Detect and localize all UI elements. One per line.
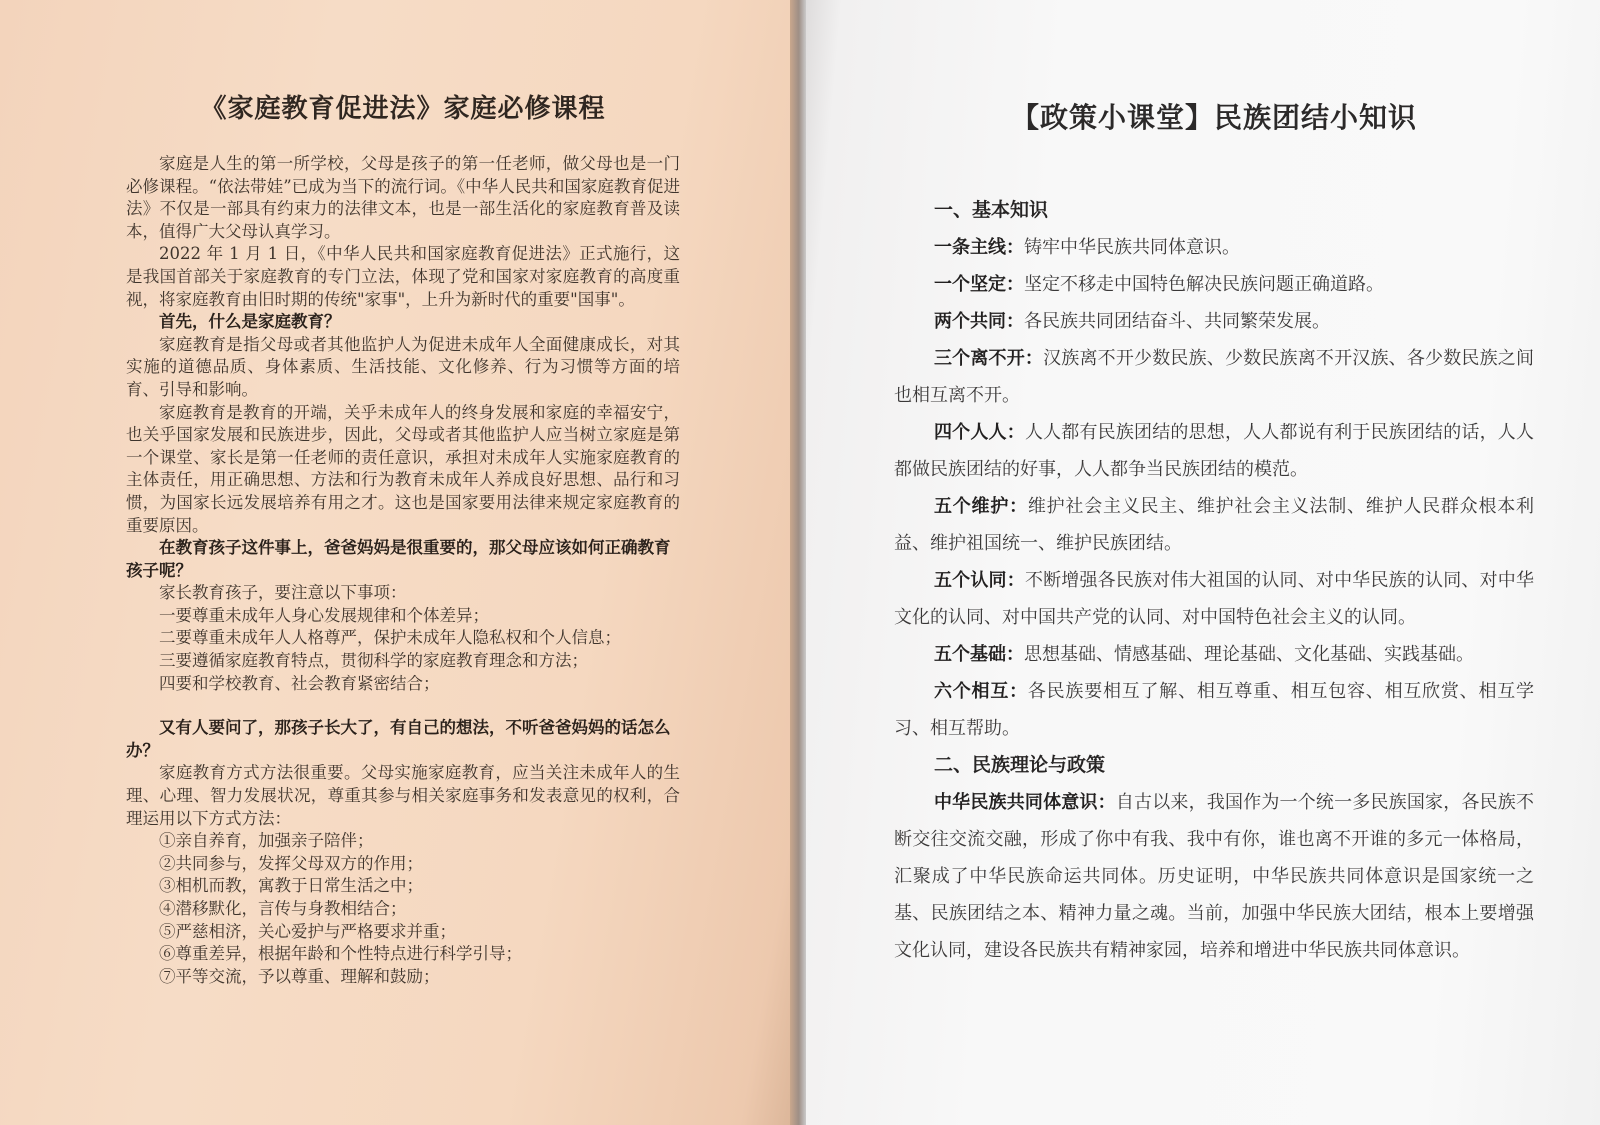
question-heading: 又有人要问了，那孩子长大了，有自己的想法，不听爸爸妈妈的话怎么办？ xyxy=(126,718,671,760)
body-paragraph: 家庭教育是指父母或者其他监护人为促进未成年人全面健康成长，对其实施的道德品质、身体素质、生活技能、文化修养、行为习惯等方面的培育、引导和影响。 xyxy=(126,334,680,399)
item-text: 不断增强各民族对伟大祖国的认同、对中华民族的认同、对中华文化的认同、对中国共产党的认同、对中国特色社会主义的认同。 xyxy=(894,570,1534,628)
right-page xyxy=(806,0,1600,1125)
section-heading: 一、基本知识 xyxy=(934,199,1049,221)
list-item: 四要和学校教育、社会教育紧密结合； xyxy=(159,673,440,693)
right-page-title: 【政策小课堂】民族团结小知识 xyxy=(1010,101,1417,134)
item-text: 维护社会主义民主、维护社会主义法制、维护人民群众根本利益、维护祖国统一、维护民族团结。 xyxy=(894,496,1535,554)
knowledge-item xyxy=(894,636,1534,673)
knowledge-item xyxy=(894,673,1534,747)
body-paragraph: 家庭教育方式方法很重要。父母实施家庭教育，应当关注未成年人的生理、心理、智力发展状况，尊重其参与相关家庭事务和发表意见的权利，合理运用以下方式方法： xyxy=(126,763,680,828)
list-item: 家长教育孩子，要注意以下事项： xyxy=(159,583,407,603)
item-text: 各民族共同团结奋斗、共同繁荣发展。 xyxy=(1024,311,1330,332)
knowledge-item xyxy=(894,229,1534,266)
knowledge-item xyxy=(894,414,1534,488)
section-heading: 二、民族理论与政策 xyxy=(934,754,1106,776)
item-text: 汉族离不开少数民族、少数民族离不开汉族、各少数民族之间也相互离不开。 xyxy=(894,348,1534,406)
method-item: ③相机而教，寓教于日常生活之中； xyxy=(159,876,423,896)
intro-paragraph: 2022 年 1 月 1 日，《中华人民共和国家庭教育促进法》正式施行，这是我国首部关于家庭教育的专门立法，体现了党和国家对家庭教育的高度重视，将家庭教育由旧时期的传统"家事"，上升为新时代的重要"国事"。 xyxy=(126,244,680,309)
method-item: ①亲自养育，加强亲子陪伴； xyxy=(159,831,374,851)
item-term: 五个认同： xyxy=(934,570,1025,591)
body-paragraph: 家庭教育是教育的开端，关乎未成年人的终身发展和家庭的幸福安宁，也关乎国家发展和民族进步，因此，父母或者其他监护人应当树立家庭是第一个课堂、家长是第一任老师的责任意识，承担对未成年人实施家庭教育的主体责任，用正确思想、方法和行为教育未成年人养成良好思想、品行和习惯，为国家长远发展培养有用之才。这也是国家要用法律来规定家庭教育的重要原因。 xyxy=(126,402,680,535)
list-item: 二要尊重未成年人人格尊严，保护未成年人隐私权和个人信息； xyxy=(159,628,621,648)
item-text: 铸牢中华民族共同体意识。 xyxy=(1024,237,1240,258)
item-term: 一个坚定： xyxy=(934,274,1024,295)
item-term: 五个维护： xyxy=(934,496,1028,517)
question-heading: 首先，什么是家庭教育？ xyxy=(159,312,341,332)
item-text: 各民族要相互了解、相互尊重、相互包容、相互欣赏、相互学习、相互帮助。 xyxy=(894,681,1535,739)
knowledge-item xyxy=(894,303,1534,340)
left-page-title: 《家庭教育促进法》家庭必修课程 xyxy=(200,94,606,124)
method-item: ⑤严慈相济，关心爱护与严格要求并重； xyxy=(159,921,456,941)
item-term: 中华民族共同体意识： xyxy=(934,792,1116,813)
knowledge-item xyxy=(894,784,1534,969)
knowledge-item xyxy=(894,488,1534,562)
question-heading: 在教育孩子这件事上，爸爸妈妈是很重要的，那父母应该如何正确教育孩子呢？ xyxy=(126,538,671,580)
spacer xyxy=(126,695,680,717)
item-term: 三个离不开： xyxy=(934,348,1044,369)
list-item: 三要遵循家庭教育特点，贯彻科学的家庭教育理念和方法； xyxy=(159,651,588,671)
list-item: 一要尊重未成年人身心发展规律和个体差异； xyxy=(159,605,489,625)
method-item: ⑦平等交流，予以尊重、理解和鼓励； xyxy=(159,966,440,986)
knowledge-item xyxy=(894,266,1534,303)
method-item: ④潜移默化，言传与身教相结合； xyxy=(159,899,407,918)
item-text: 人人都有民族团结的思想，人人都说有利于民族团结的话，人人都做民族团结的好事，人人都争当民族团结的模范。 xyxy=(894,422,1534,480)
method-item: ②共同参与，发挥父母双方的作用； xyxy=(159,853,423,873)
method-item: ⑥尊重差异，根据年龄和个性特点进行科学引导； xyxy=(159,944,522,964)
item-term: 一条主线： xyxy=(934,237,1024,258)
item-term: 两个共同： xyxy=(934,311,1024,332)
item-term: 四个人人： xyxy=(934,422,1025,443)
item-term: 五个基础： xyxy=(934,644,1024,665)
knowledge-item xyxy=(894,562,1534,636)
knowledge-item xyxy=(894,340,1534,414)
item-text: 坚定不移走中国特色解决民族问题正确道路。 xyxy=(1024,274,1384,295)
intro-paragraph: 家庭是人生的第一所学校，父母是孩子的第一任老师，做父母也是一门必修课程。“依法带娃”已成为当下的流行词。《中华人民共和国家庭教育促进法》不仅是一部具有约束力的法律文本，也是一部生活化的家庭教育普及读本，值得广大父母认真学习。 xyxy=(126,154,680,241)
item-term: 六个相互： xyxy=(934,681,1028,702)
item-text: 思想基础、情感基础、理论基础、文化基础、实践基础。 xyxy=(1024,644,1474,665)
item-text: 自古以来，我国作为一个统一多民族国家，各民族不断交往交流交融，形成了你中有我、我中有你，谁也离不开谁的多元一体格局，汇聚成了中华民族命运共同体。历史证明，中华民族共同体意识是国家统一之基、民族团结之本、精神力量之魂。当前，加强中华民族大团结，根本上要增强文化认同，建设各民族共有精神家园，培养和增进中华民族共同体意识。 xyxy=(894,792,1534,961)
